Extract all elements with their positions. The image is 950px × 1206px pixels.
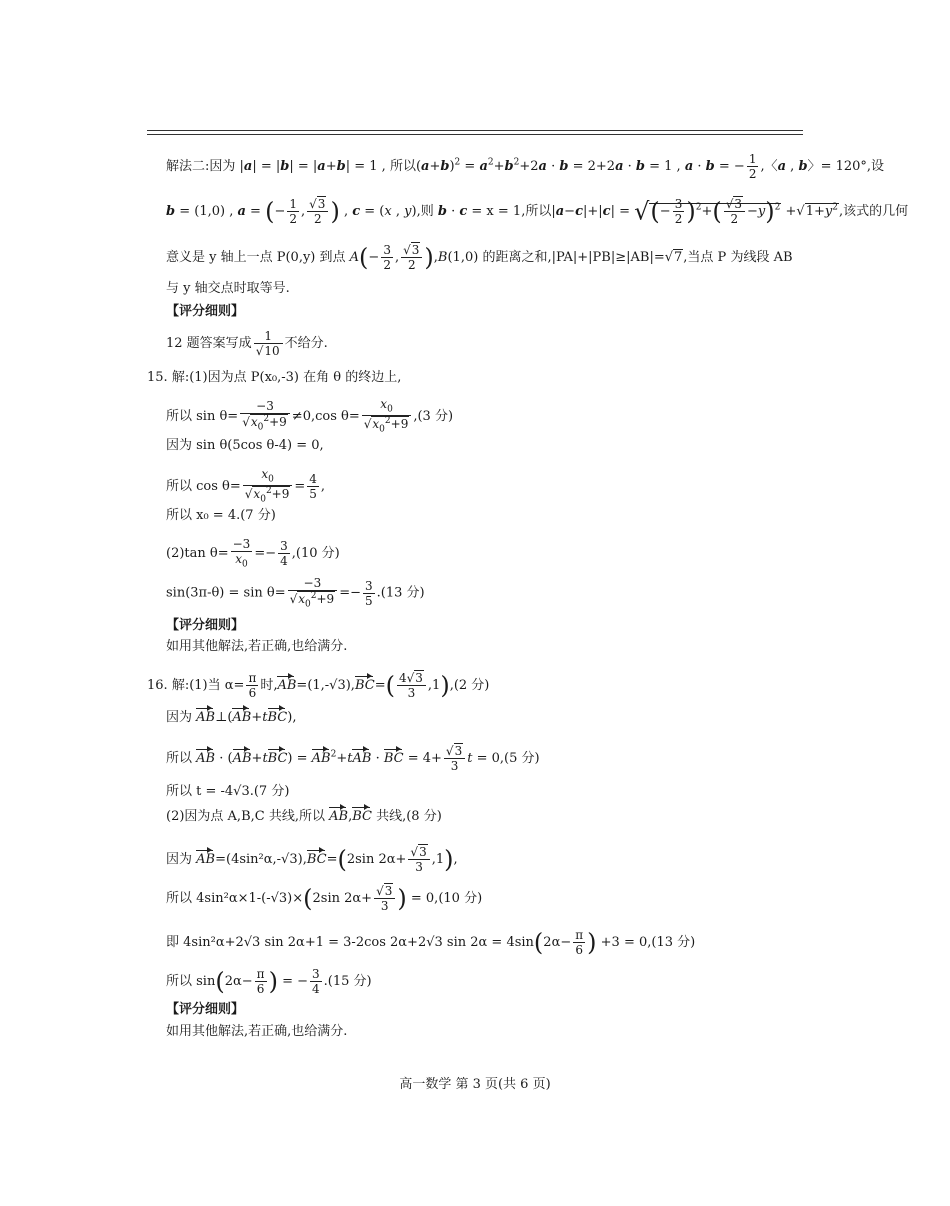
- q16-line-4: 所以 t = -4√3.(7 分): [166, 784, 290, 799]
- q16-line-5: (2)因为点 A,B,C 共线,所以 AB,BC 共线,(8 分): [166, 809, 442, 824]
- q16-line-7: 所以 4sin²α×1-(-√3)×(2sin 2α+ $\frac{√3}{3}$ ) = 0,(10 分): [166, 884, 483, 913]
- rubric-label-3: 【评分细则】: [166, 1002, 245, 1017]
- q15-line-3: 因为 sin θ(5cos θ-4) = 0,: [166, 438, 324, 453]
- q15-line-6: (2)tan θ= $\frac{-3}{x_0}$ =− $\frac{3}{4}$ ,(10 分): [166, 537, 340, 570]
- top-rule-2: [147, 134, 803, 135]
- rubric-label-1: 【评分细则】: [166, 304, 245, 319]
- q15-rubric: 如用其他解法,若正确,也给满分.: [166, 639, 348, 654]
- top-rule-1: [147, 130, 803, 131]
- q15-line-1: 15. 解:(1)因为点 P(x₀,-3) 在角 θ 的终边上,: [147, 370, 402, 385]
- q16-line-2: 因为 AB⊥(AB+tBC),: [166, 710, 297, 725]
- q15-line-7: sin(3π-θ) = sin θ= $\frac{-3}{√x_0^2+9}$ =− $\frac{3}{5}$ .(13 分): [166, 576, 425, 610]
- q15-line-5: 所以 x₀ = 4.(7 分): [166, 508, 276, 523]
- q15-line-4: 所以 cos θ= $\frac{x_0}{√x_0^2+9}$ = $\frac{4}{5}$ ,: [166, 467, 326, 505]
- method2-line-2: b = (1,0) , a = (− $\frac{1}{2}$ , $\frac{√3}{2}$ ) , c = (x , y),则 b · c = x = 1,所以|a−c|+|c| = √(− $\frac{3}{2}$ )$^2$+( $\frac{√3}{2}$ $-y)^2 +√1+y^2$,该式的几何: [166, 197, 909, 226]
- rubric-label-2: 【评分细则】: [166, 618, 245, 633]
- method2-line-1: 解法二:因为 |a| = |b| = |a+b| = 1 , 所以$(a+b)^2 = a^2+b^2+2a \cdot b = 2+2a \cdot b = 1$ , a · b = − $\frac{1}{2}$ ,〈a , b〉= 120°,设: [166, 152, 885, 181]
- page-footer: 高一数学 第 3 页(共 6 页): [399, 1077, 551, 1092]
- method2-line-3: 意义是 y 轴上一点 P(0,y) 到点 A(− $\frac{3}{2}$ , $\frac{√3}{2}$ ),B(1,0) 的距离之和,|PA|+|PB|≥|AB|=√7,当点 P 为线段 AB: [166, 243, 793, 272]
- q16-line-3: 所以 AB · $(AB+tBC) = AB^2+tAB$ · BC = 4+ $\frac{√3}{3}$ t = 0,(5 分): [166, 744, 540, 773]
- method2-line-4: 与 y 轴交点时取等号.: [166, 281, 290, 296]
- q16-rubric: 如用其他解法,若正确,也给满分.: [166, 1024, 348, 1039]
- q16-line-8: 即 4sin²α+2√3 sin 2α+1 = 3-2cos 2α+2√3 sin 2α = 4sin(2α− $\frac{\pi}{6}$ ) +3 = 0,(13 分): [166, 928, 696, 957]
- q16-line-9: 所以 sin(2α− $\frac{\pi}{6}$ ) = − $\frac{3}{4}$ .(15 分): [166, 967, 372, 996]
- rubric-12: 12 题答案写成 $\frac{1}{√10}$ 不给分.: [166, 329, 328, 358]
- q16-line-1: 16. 解:(1)当 α= $\frac{\pi}{6}$ 时,AB=(1,-√3),BC=( $\frac{4√3}{3}$ ,1),(2 分): [147, 671, 490, 700]
- q16-line-6: 因为 AB=(4sin²α,-√3),BC=(2sin 2α+ $\frac{√3}{3}$ ,1),: [166, 845, 458, 874]
- q15-line-2: 所以 sin θ= $\frac{-3}{√x_0^2+9}$ ≠0,cos θ= $\frac{x_0}{√x_0^2+9}$ ,(3 分): [166, 397, 454, 435]
